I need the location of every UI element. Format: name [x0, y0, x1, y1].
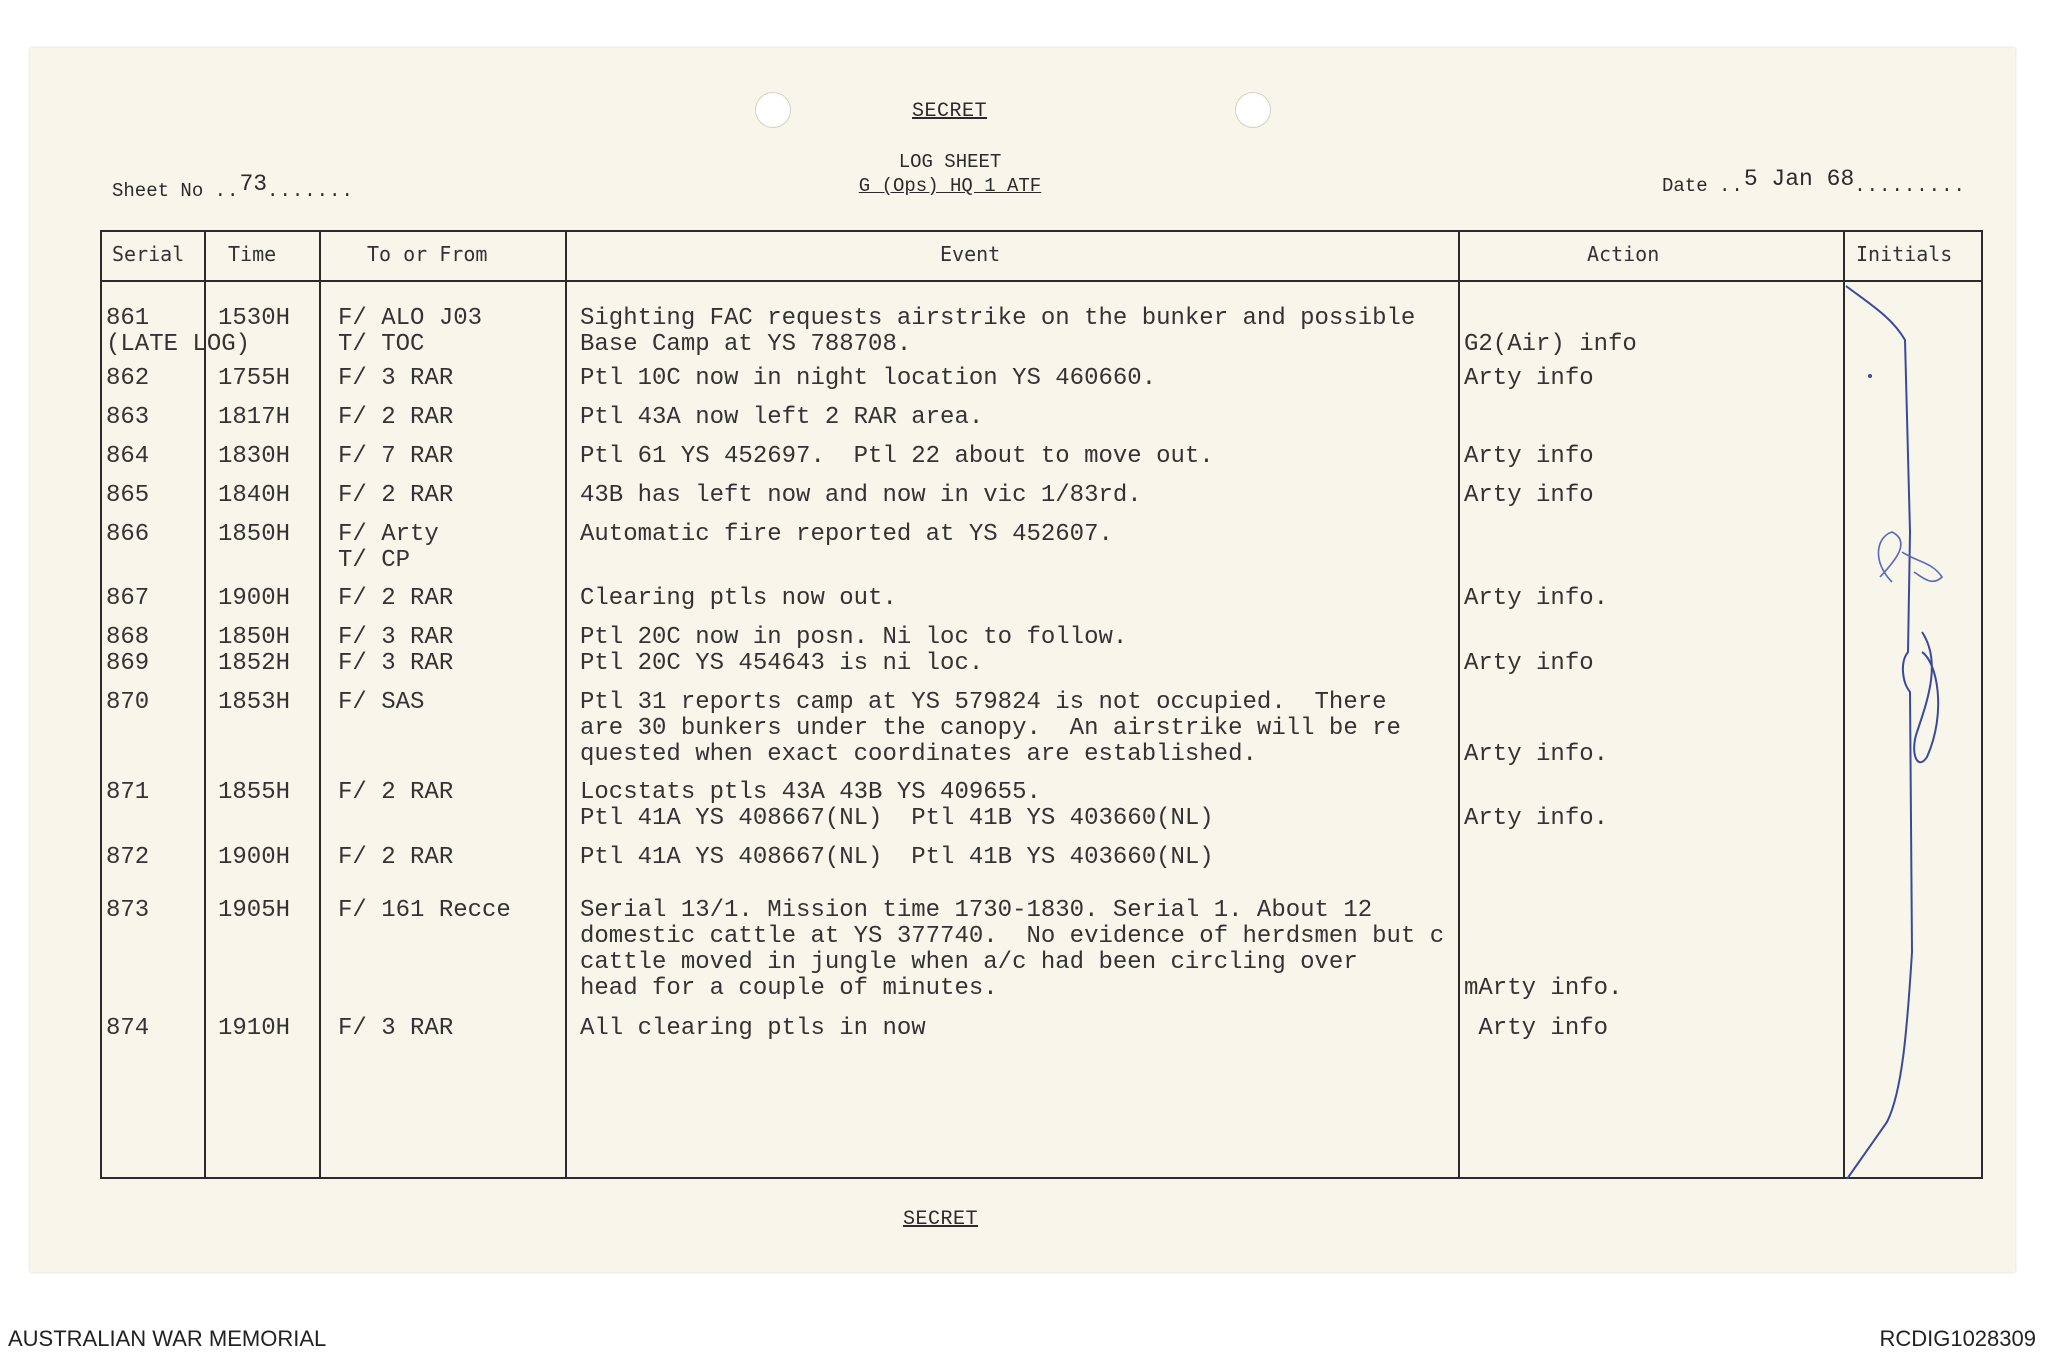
row-867-serial: 867 [106, 585, 150, 612]
row-872-event: Ptl 41A YS 408667(NL) Ptl 41B YS 403660(NL) [580, 844, 1214, 871]
row-872-serial: 872 [106, 844, 150, 871]
secret-marking-bottom: SECRET [903, 1208, 979, 1231]
footer-record-id: RCDIG1028309 [1879, 1326, 2036, 1351]
row-861-serial: 861 (LATE LOG) [106, 305, 251, 358]
date-label: Date [1662, 175, 1708, 197]
row-867-action: Arty info. [1464, 585, 1609, 612]
log-sheet-heading [820, 150, 1080, 198]
row-873-time: 1905H [218, 897, 291, 924]
row-874-time: 1910H [218, 1015, 291, 1042]
sheet-number: Sheet No ..73....... [112, 171, 354, 202]
row-863-serial: 863 [106, 404, 150, 431]
row-869-time: 1852H [218, 650, 291, 677]
row-867-from: F/ 2 RAR [338, 585, 454, 612]
row-873-from: F/ 161 Recce [338, 897, 511, 924]
row-865-event: 43B has left now and now in vic 1/83rd. [580, 482, 1142, 509]
row-865-from: F/ 2 RAR [338, 482, 454, 509]
row-874-event: All clearing ptls in now [580, 1015, 926, 1042]
log-sheet-title: LOG SHEET [898, 151, 1002, 173]
row-871-from: F/ 2 RAR [338, 779, 454, 806]
row-873-serial: 873 [106, 897, 150, 924]
row-871-time: 1855H [218, 779, 291, 806]
row-870-action: Arty info. [1464, 741, 1609, 768]
row-874-serial: 874 [106, 1015, 150, 1042]
row-866-event: Automatic fire reported at YS 452607. [580, 521, 1113, 548]
row-868-from: F/ 3 RAR [338, 624, 454, 651]
row-869-action: Arty info [1464, 650, 1594, 677]
punch-hole-left [755, 92, 791, 128]
row-868-serial: 868 [106, 624, 150, 651]
row-866-from: F/ Arty T/ CP [338, 521, 439, 574]
row-861-event: Sighting FAC requests airstrike on the bunker and possible Base Camp at YS 788708. [580, 305, 1416, 358]
row-864-action: Arty info [1464, 443, 1594, 470]
row-873-action: mArty info. [1464, 975, 1623, 1002]
row-861-from: F/ ALO J03 T/ TOC [338, 305, 483, 358]
row-864-event: Ptl 61 YS 452697. Ptl 22 about to move out. [580, 443, 1214, 470]
row-870-event: Ptl 31 reports camp at YS 579824 is not occupied. There are 30 bunkers under the canopy. An airstrike will be re quested when exact coordinates are established. [580, 689, 1401, 768]
row-864-serial: 864 [106, 443, 150, 470]
row-872-from: F/ 2 RAR [338, 844, 454, 871]
secret-marking-top: SECRET [912, 100, 988, 123]
row-869-serial: 869 [106, 650, 150, 677]
row-871-action: Arty info. [1464, 805, 1609, 832]
sheet-number-label: Sheet No [112, 180, 204, 202]
row-865-time: 1840H [218, 482, 291, 509]
row-865-serial: 865 [106, 482, 150, 509]
row-863-time: 1817H [218, 404, 291, 431]
row-871-serial: 871 [106, 779, 150, 806]
row-863-from: F/ 2 RAR [338, 404, 454, 431]
log-date: Date ..5 Jan 68......... [1662, 166, 1966, 197]
sheet-number-value: 73 [239, 171, 268, 197]
row-864-from: F/ 7 RAR [338, 443, 454, 470]
punch-hole-right [1235, 92, 1271, 128]
log-table [100, 230, 1983, 1179]
row-867-event: Clearing ptls now out. [580, 585, 897, 612]
row-874-action: Arty info [1464, 1015, 1609, 1042]
row-871-event: Locstats ptls 43A 43B YS 409655. Ptl 41A YS 408667(NL) Ptl 41B YS 403660(NL) [580, 779, 1214, 832]
row-862-serial: 862 [106, 365, 150, 392]
row-862-action: Arty info [1464, 365, 1594, 392]
col-header-event: Event [940, 242, 1001, 266]
row-863-event: Ptl 43A now left 2 RAR area. [580, 404, 984, 431]
row-873-event: Serial 13/1. Mission time 1730-1830. Serial 1. About 12 domestic cattle at YS 377740. No evidence of herdsmen but c cattle moved in jungle when a/c had been circling over head for a couple of minutes. [580, 897, 1445, 1002]
unit-name: G (Ops) HQ 1 ATF [858, 175, 1042, 197]
row-872-time: 1900H [218, 844, 291, 871]
row-870-from: F/ SAS [338, 689, 425, 716]
row-867-time: 1900H [218, 585, 291, 612]
col-header-to-or-from: To or From [367, 242, 488, 266]
row-874-from: F/ 3 RAR [338, 1015, 454, 1042]
col-header-action: Action [1587, 242, 1660, 266]
row-869-from: F/ 3 RAR [338, 650, 454, 677]
row-862-time: 1755H [218, 365, 291, 392]
row-869-event: Ptl 20C YS 454643 is ni loc. [580, 650, 984, 677]
row-865-action: Arty info [1464, 482, 1594, 509]
row-870-serial: 870 [106, 689, 150, 716]
row-866-time: 1850H [218, 521, 291, 548]
row-864-time: 1830H [218, 443, 291, 470]
col-header-time: Time [228, 242, 277, 266]
row-868-event: Ptl 20C now in posn. Ni loc to follow. [580, 624, 1128, 651]
footer-archive-name: AUSTRALIAN WAR MEMORIAL [8, 1326, 327, 1351]
row-866-serial: 866 [106, 521, 150, 548]
col-header-serial: Serial [112, 242, 185, 266]
row-868-time: 1850H [218, 624, 291, 651]
row-862-event: Ptl 10C now in night location YS 460660. [580, 365, 1157, 392]
col-header-initials: Initials [1856, 242, 1953, 266]
date-value: 5 Jan 68 [1743, 166, 1855, 192]
row-870-time: 1853H [218, 689, 291, 716]
row-861-action: G2(Air) info [1464, 331, 1637, 358]
row-861-time: 1530H [218, 305, 291, 332]
row-862-from: F/ 3 RAR [338, 365, 454, 392]
